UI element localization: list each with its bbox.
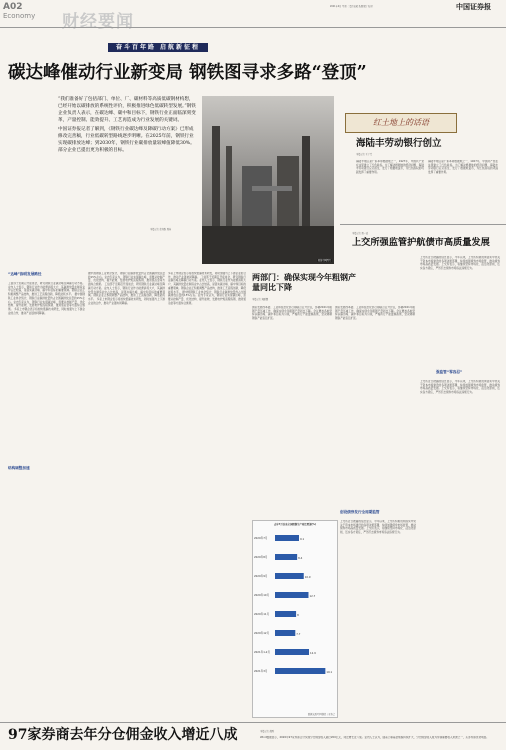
page-code: A02 (3, 2, 23, 12)
main-headline[interactable]: 碳达峰催动行业新变局 钢铁图寻求多路“登顶” (8, 63, 367, 83)
main-body-1: 工信部于近期召开座谈会，研究钢铁行业碳达峰及降碳行动方案。业内人士表示，钢铁行业作为能源消耗大户，其碳排放量在制造业中占比较高，是落实碳达峰、碳中和目标的重要领域。钢铁企业正积极调整产品结构，推进工艺流程创新，降低能耗水平。 (8, 282, 85, 297)
chart-bar (275, 630, 295, 636)
right-article-byline: 本报记者 黄一灵 (352, 232, 369, 235)
right-body-a: 海陆丰地区是广东革命根据地之一，1927年，中国共产党在这里建立了红色政权。为了解决根据地的经济问题，海陆丰劳动银行应运而生，发行了根据地货币，为红色政权的巩固发挥了重要作用。 (356, 160, 424, 175)
lead-text-2: 中国证券报记者了解到，《钢铁行业碳达峰及降碳行动方案》已形成修改完善稿，行业低碳转型路线逐步明晰。在2025年前，钢铁行业实现碳排放达峰；到2030年，钢铁行业碳排放量较峰值降低30%。部分企业已提出更为积极的目标。 (58, 127, 195, 153)
chart-bar (275, 611, 296, 617)
chart-container (252, 520, 338, 718)
chart-title: 去年7月以来全国粗钢生产同比增速(%) (273, 523, 317, 526)
chart-value-label: 12.9 (310, 652, 316, 656)
main-body-3: 多家上市钢企表示将加快低碳技术研发，同时加强与上下游企业的合作，推动产业链协同降碳。 (8, 307, 85, 315)
section-en: Economy (3, 12, 36, 20)
plant-illustration (202, 96, 334, 264)
main-body-2: 据中国钢铁工业协会统计，钢铁行业碳排放量约占全国碳排放总量的15%左右。业内专家认为，钢铁行业实现碳达峰，需要从控制产量、优化结构、提升能效、发展电炉短流程炼钢、推进氢冶金等方面综合施策。 (8, 293, 85, 311)
chart-category-label: 2020年11月 (254, 613, 270, 617)
main-body-col2 (88, 272, 165, 712)
main-body-col3 (168, 272, 246, 712)
middle-byline: 本报记者 刘丽靓 (252, 298, 269, 301)
chart-source: 数据来源/中国钢铁工业协会 (308, 712, 335, 716)
chart-category-label: 2020年7月 (254, 537, 268, 541)
page-header (0, 0, 506, 30)
chart-bar (275, 592, 308, 598)
right-sub-heading-2: 创设债券发行全周期监管 (340, 510, 380, 514)
chart-bar (275, 668, 325, 674)
chart-bar (275, 649, 309, 655)
bottom-byline: 本报记者 胡雨 (260, 730, 274, 733)
chart-value-label: 8.4 (298, 557, 303, 561)
right-article-body-col2: 上交所近日披露的信息显示，今年以来，上交所积极贯彻落实中央关于资本市场建设的各项决策部署，持续加强债券市场监管，推动债券市场高质量发展。上交所表示，将继续坚持市场化、法治化原则，压实各方责任，严厉打击债券市场违法违规行为。 (420, 380, 500, 395)
chart-category-label: 2020年9月 (254, 575, 268, 579)
right-article-headline[interactable]: 上交所强监管护航债市高质量发展 (352, 237, 490, 248)
middle-body-col2: 国家发展改革委、工业和信息化部日前联合召开会议，部署2021年粗钢产量压减工作，确保实现今年粗钢产量同比下降。会议要求各地坚持以碳达峰、碳中和目标为引领，严格执行产能置换政策，坚决遏制钢铁产能盲目扩张。 (335, 306, 415, 321)
main-body-2b: 据中国钢铁工业协会统计，钢铁行业碳排放量约占全国碳排放总量的15%左右。业内专家认为，钢铁行业实现碳达峰，需要从控制产量、优化结构、提升能效、发展电炉短流程炼钢、推进氢冶金等方面综合施策。 (88, 272, 165, 287)
right-sub-heading-1: 强监管“零容忍” (436, 370, 463, 374)
chart-bar (275, 573, 304, 579)
main-body-2c: 据中国钢铁工业协会统计，钢铁行业碳排放量约占全国碳排放总量的15%左右。业内专家认为，钢铁行业实现碳达峰，需要从控制产量、优化结构、提升能效、发展电炉短流程炼钢、推进氢冶金等方面综合施策。 (168, 290, 246, 305)
chart-value-label: 12.7 (309, 595, 316, 599)
right-top-rule (340, 224, 506, 225)
right-article-body-col3: 上交所近日披露的信息显示，今年以来，上交所积极贯彻落实中央关于资本市场建设的各项决策部署，持续加强债券市场监管，推动债券市场高质量发展。上交所表示，将继续坚持市场化、法治化原则，压实各方责任，严厉打击债券市场违法违规行为。 (340, 520, 416, 535)
粗钢-bar-chart (253, 526, 337, 696)
bottom-body: Wind数据显示，2020年97家券商合计实现分仓佣金收入超过200亿元，同比增长近八成。业内人士认为，随着公募基金规模持续扩大，分仓佣金收入成为券商重要收入来源之一，头部券商优势明显。 (260, 736, 489, 739)
steel-plant-photo (202, 96, 334, 264)
header-rule (0, 27, 506, 28)
chart-category-label: 2020年10月 (254, 594, 270, 598)
main-body-col1 (8, 282, 85, 712)
photo-caption: 视觉中国图片 (317, 258, 331, 262)
main-body-1c: 工信部于近期召开座谈会，研究钢铁行业碳达峰及降碳行动方案。业内人士表示，钢铁行业作为能源消耗大户，其碳排放量在制造业中占比较高，是落实碳达峰、碳中和目标的重要领域。钢铁企业正积极调整产品结构，推进工艺流程创新，降低能耗水平。 (168, 275, 246, 294)
main-sub-heading-1: “达峰”指明发展路径 (8, 272, 42, 276)
right-byline: 本报记者 王子亮 (356, 153, 373, 156)
main-body-3c: 多家上市钢企表示将加快低碳技术研发，同时加强与上下游企业的合作，推动产业链协同降碳。 (168, 272, 246, 279)
right-headline[interactable]: 海陆丰劳动银行创立 (356, 138, 442, 149)
top-meta: 2021年4月 星期三 责任编辑 版面设计 校对 (330, 5, 373, 8)
anniversary-banner: 奋斗百年路 启航新征程 (108, 43, 208, 52)
chart-bar (275, 554, 297, 560)
chart-bar (275, 535, 299, 541)
main-sub-heading-2: 结构调整加速 (8, 466, 30, 470)
section-tag (3, 3, 35, 20)
chart-category-label: 2021年3月 (254, 670, 268, 674)
chart-value-label: 7.7 (296, 633, 301, 637)
right-article-body-col1: 上交所近日披露的信息显示，今年以来，上交所积极贯彻落实中央关于资本市场建设的各项决策部署，持续加强债券市场监管，推动债券市场高质量发展。上交所表示，将继续坚持市场化、法治化原则，压实各方责任，严厉打击债券市场违法违规行为。 (420, 256, 500, 271)
middle-headline[interactable]: 两部门：确保实现今年粗钢产量同比下降 (252, 272, 356, 292)
middle-body-col1: 国家发展改革委、工业和信息化部日前联合召开会议，部署2021年粗钢产量压减工作，确保实现今年粗钢产量同比下降。会议要求各地坚持以碳达峰、碳中和目标为引领，严格执行产能置换政策，坚决遏制钢铁产能盲目扩张。 (252, 306, 332, 321)
topic-title: 财经要闻 (62, 12, 134, 32)
main-body-1b: 工信部于近期召开座谈会，研究钢铁行业碳达峰及降碳行动方案。业内人士表示，钢铁行业作为能源消耗大户，其碳排放量在制造业中占比较高，是落实碳达峰、碳中和目标的重要领域。钢铁企业正积极调整产品结构，推进工艺流程创新，降低能耗水平。 (88, 283, 165, 301)
lead-text-1: “我们准备好了包括部门、单位、厂、碳材料等高质低碳钢材构想，已经开始以碳排放的系统性评价，积极推进绿色低碳转型发展。”钢铁企业负责人表示，在碳达峰、碳中和目标下，钢铁行业正面临深刻变革，产量控制、能效提升、工艺再造成为行业发展的关键词。 (58, 97, 196, 123)
bottom-headline[interactable]: 97家券商去年分仓佣金收入增近八成 (8, 727, 238, 743)
main-body-3b: 多家上市钢企表示将加快低碳技术研发，同时加强与上下游企业的合作，推动产业链协同降碳。 (88, 297, 165, 305)
chart-category-label: 2020年8月 (254, 556, 268, 560)
bottom-rule (0, 722, 506, 723)
chart-category-label: 2020年12月 (254, 632, 270, 636)
lead-paragraph (58, 96, 198, 206)
column-title: 红土地上的话语 (373, 118, 429, 127)
column-title-box (345, 113, 457, 133)
chart-value-label: 8 (297, 614, 299, 618)
main-byline: 本报记者 张利静 周佳 (150, 228, 172, 231)
right-body-b: 海陆丰地区是广东革命根据地之一，1927年，中国共产党在这里建立了红色政权。为了解决根据地的经济问题，海陆丰劳动银行应运而生，发行了根据地货币，为红色政权的巩固发挥了重要作用。 (428, 160, 498, 175)
chart-value-label: 9.1 (299, 538, 305, 542)
chart-value-label: 10.9 (304, 576, 311, 580)
chart-category-label: 2021年1-2月 (254, 651, 271, 655)
masthead: 中国证券报 (456, 2, 491, 11)
chart-value-label: 19.1 (326, 671, 333, 675)
